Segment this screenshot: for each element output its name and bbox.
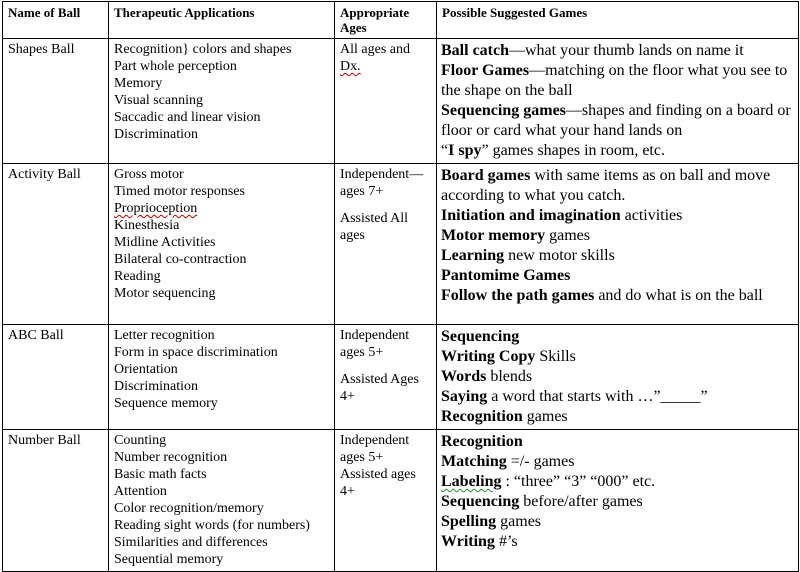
header-row [3,2,799,39]
game-text: =/- games [506,453,575,470]
game-text: a word that starts with …” [487,388,661,405]
game-keyword: I spy [448,142,482,159]
game-text: blends [486,368,533,385]
ages-line: ages 5+ [340,345,384,360]
application-item: Memory [114,76,163,91]
game-text: with same items as on ball and move according to what you catch. [441,167,771,204]
game-text: #’s [494,533,518,550]
game-item [441,407,793,427]
ages-line: Independent [340,433,410,448]
game-item [441,226,793,246]
game-keyword: Sequencing [441,328,520,345]
game-text: activities [620,207,683,224]
application-item: Visual scanning [114,93,203,108]
game-text: “ [441,142,449,159]
game-item [441,452,793,472]
application-item: Sequential memory [114,552,224,567]
table-row [3,325,799,430]
application-item: Saccadic and linear vision [114,110,261,125]
game-text: ” [700,388,708,405]
applications-cell [109,325,335,430]
game-item [441,101,793,141]
header-possible-suggested-games: Possible Suggested Games [437,2,799,39]
header-name-of-ball: Name of Ball [3,2,109,39]
ages-cell [335,39,437,164]
game-keyword: Labeling [441,473,502,490]
game-keyword: Pantomime Games [441,267,571,284]
game-keyword: Ball catch [441,42,509,59]
ages-line: ages 5+ [340,450,384,465]
application-item: Bilateral co-contraction [114,252,247,267]
games-cell [437,325,799,430]
ages-line: Independent— [340,167,424,182]
game-text: ” games shapes in room, etc. [481,142,665,159]
game-text: —shapes and finding on a board or floor or card what your hand lands on [441,102,791,139]
game-keyword: Spelling [441,513,497,530]
application-item: Form in space discrimination [114,345,278,360]
game-text: —matching on the floor what you see to the shape on the ball [441,62,788,99]
application-item: Number recognition [114,450,228,465]
ages-line: Assisted Ages [340,372,419,387]
game-item [441,387,793,407]
game-keyword: Initiation and imagination [441,207,621,224]
ball-name-cell: ABC Ball [3,325,109,430]
application-item: Sequence memory [114,396,218,411]
application-item: Timed motor responses [114,184,245,199]
game-text: —what your thumb lands on name it [509,42,744,59]
application-item: Orientation [114,362,178,377]
game-text: before/after games [519,493,643,510]
header-therapeutic-applications: Therapeutic Applications [109,2,335,39]
game-text: games [496,513,542,530]
game-item [441,327,793,347]
application-item: Proprioception [114,201,198,216]
applications-cell [109,39,335,164]
application-item: Recognition} colors and shapes [114,42,292,57]
ages-cell [335,325,437,430]
application-item: Motor sequencing [114,286,216,301]
application-item: Color recognition/memory [114,501,264,516]
game-item [441,472,793,492]
game-item [441,532,793,552]
game-keyword: Sequencing [441,493,520,510]
application-item: Attention [114,484,167,499]
game-keyword: Saying [441,388,488,405]
game-keyword: Follow the path games [441,287,595,304]
game-keyword: Sequencing games [441,102,566,119]
game-text: games [545,227,590,244]
application-item: Reading sight words (for numbers) [114,518,310,533]
game-text: : “three” “3” “000” etc. [501,473,656,490]
game-text: and do what is on the ball [594,287,763,304]
application-item: Midline Activities [114,235,216,250]
ages-line: Dx. [340,59,361,74]
game-keyword: Recognition [441,433,523,450]
game-item [441,512,793,532]
application-item: Discrimination [114,379,198,394]
game-item [441,206,793,226]
ball-name-cell: Activity Ball [3,164,109,325]
ball-name-cell: Shapes Ball [3,39,109,164]
ball-name-cell: Number Ball [3,430,109,572]
applications-cell [109,164,335,325]
table-row [3,39,799,164]
game-keyword: Motor memory [441,227,546,244]
ages-line: Assisted ages [340,467,416,482]
application-item: Kinesthesia [114,218,180,233]
game-keyword: Matching [441,453,507,470]
game-keyword: Words [441,368,487,385]
ages-line: Independent [340,328,410,343]
application-item: Reading [114,269,161,284]
header-appropriate-ages: Appropriate Ages [335,2,437,39]
game-item [441,367,793,387]
game-item [441,166,793,206]
table-row [3,430,799,572]
game-item [441,61,793,101]
game-keyword: Board games [441,167,531,184]
application-item: Counting [114,433,167,448]
game-keyword: Writing Copy [441,348,536,365]
games-cell [437,39,799,164]
game-item [441,246,793,266]
game-text: games [522,408,568,425]
game-item [441,286,793,306]
game-item [441,41,793,61]
game-text: new motor skills [504,247,615,264]
game-keyword: Writing [441,533,495,550]
fill-in-blank: _____ [660,388,701,405]
application-item: Gross motor [114,167,184,182]
games-cell [437,430,799,572]
therapy-ball-table [2,1,799,572]
ages-cell [335,164,437,325]
ages-line: ages [340,228,365,243]
game-keyword: Floor Games [441,62,530,79]
application-item: Part whole perception [114,59,237,74]
ages-line: 4+ [340,484,355,499]
game-item [441,432,793,452]
ages-line: 4+ [340,389,355,404]
application-item: Discrimination [114,127,198,142]
applications-cell [109,430,335,572]
game-keyword: Learning [441,247,505,264]
application-item: Letter recognition [114,328,215,343]
game-keyword: Recognition [441,408,523,425]
application-item: Similarities and differences [114,535,268,550]
game-text: Skills [535,348,576,365]
application-item: Basic math facts [114,467,207,482]
games-cell [437,164,799,325]
ages-cell [335,430,437,572]
ages-line: All ages and [340,42,410,57]
ages-line: ages 7+ [340,184,384,199]
game-item [441,141,793,161]
game-item [441,347,793,367]
ages-line: Assisted All [340,211,409,226]
table-row [3,164,799,325]
game-item [441,266,793,286]
game-item [441,492,793,512]
